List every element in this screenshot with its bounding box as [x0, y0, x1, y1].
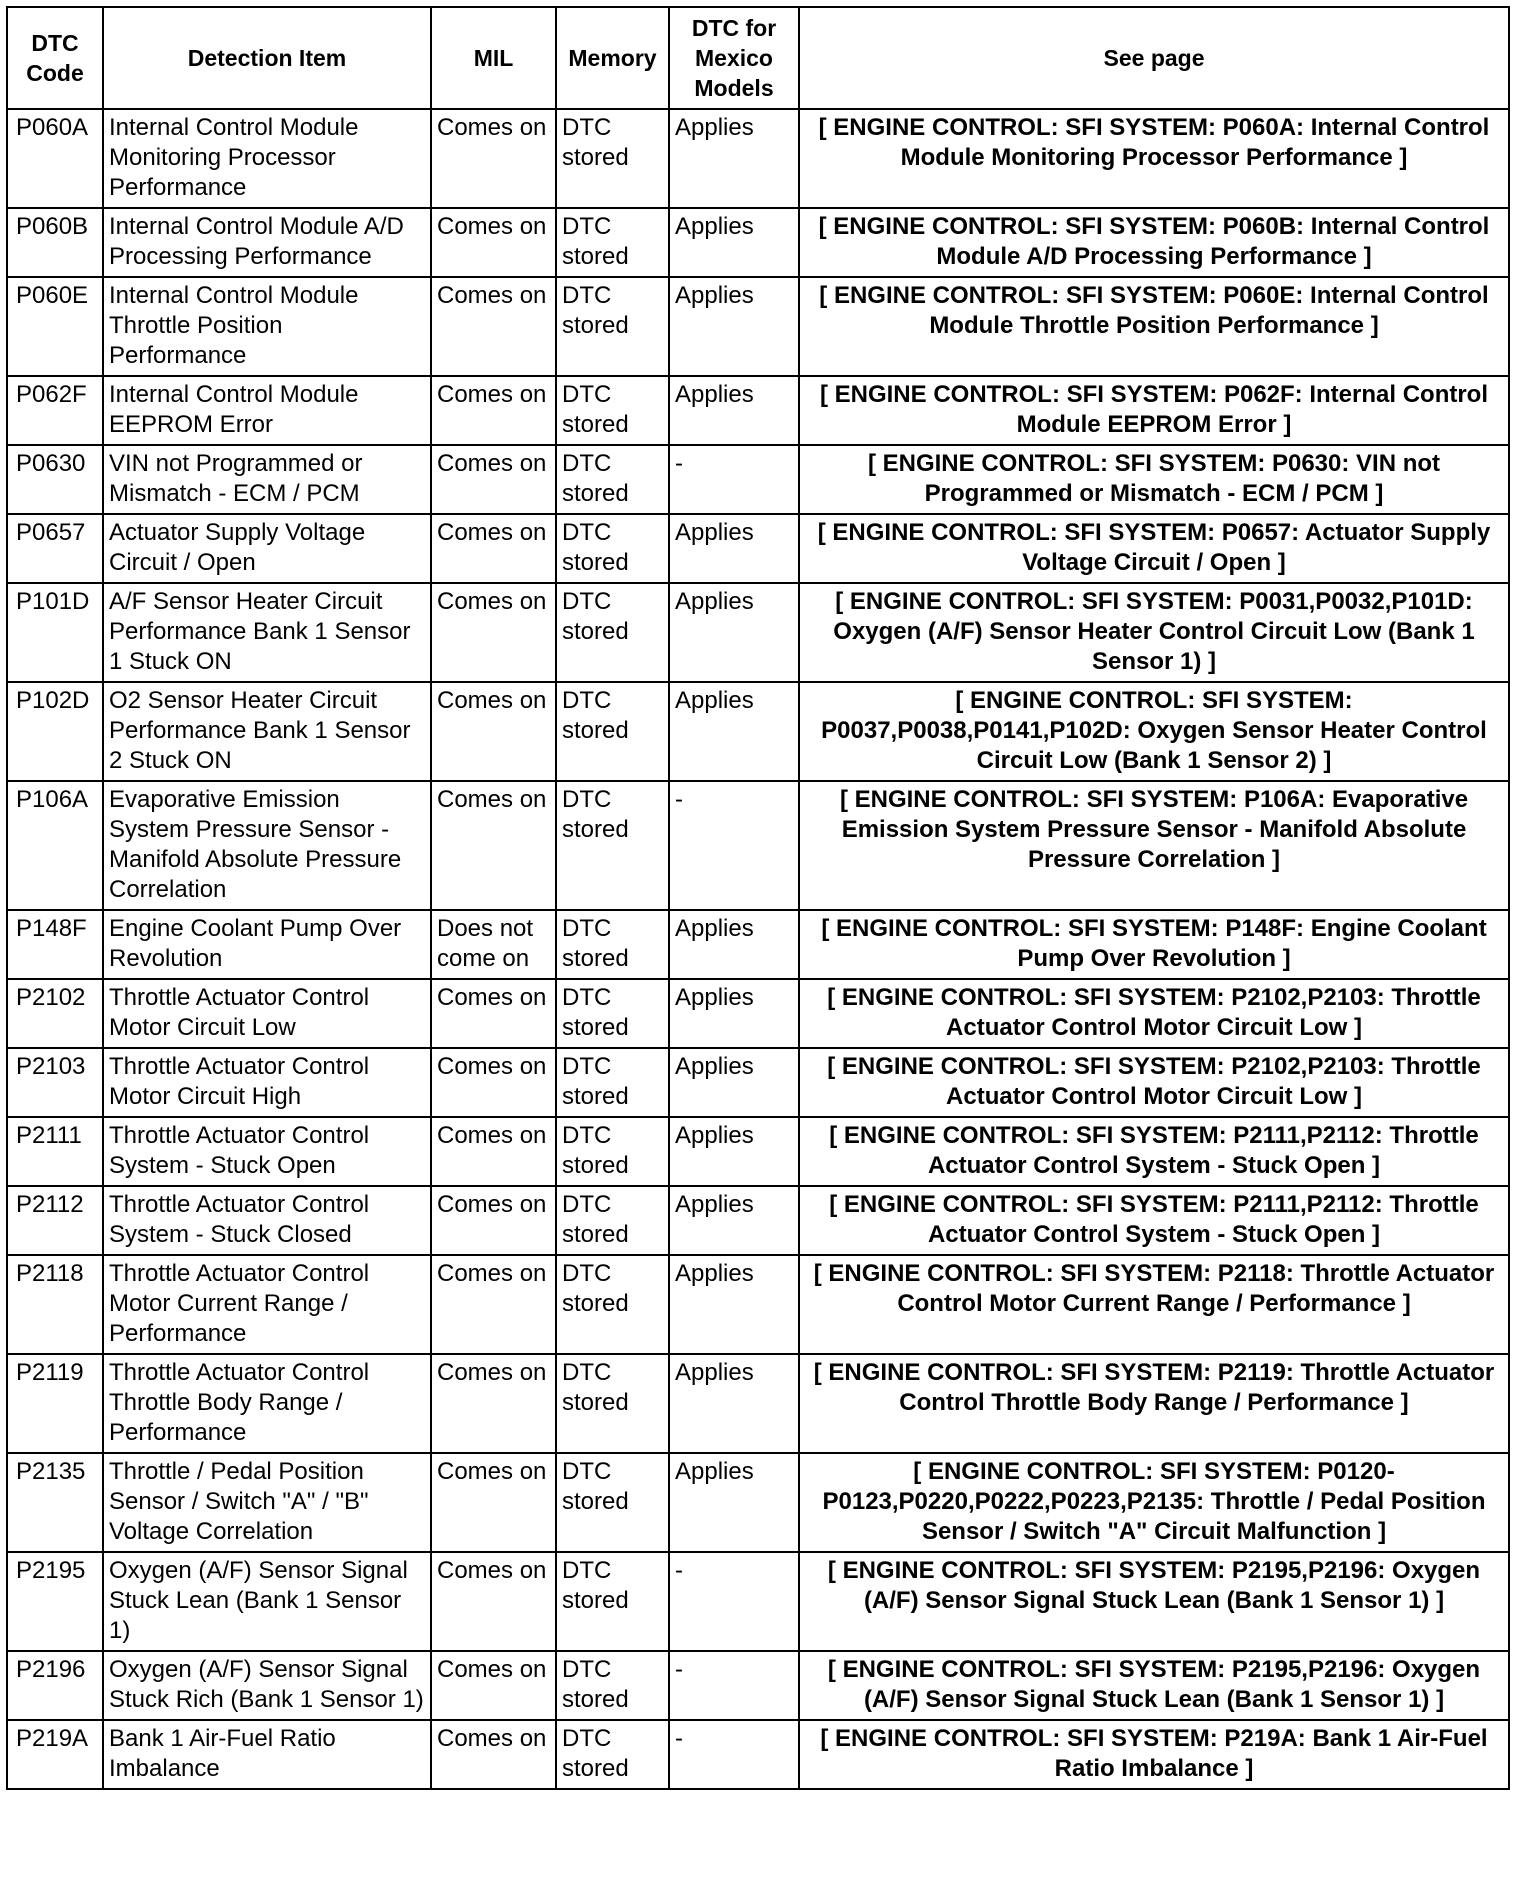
cell-mexico-models: -: [669, 1552, 799, 1651]
cell-dtc-code: P060A: [7, 109, 103, 208]
table-row: [7, 1048, 1509, 1117]
cell-mil: Comes on: [431, 1651, 556, 1720]
cell-mexico-models: Applies: [669, 1255, 799, 1354]
cell-dtc-code: P148F: [7, 910, 103, 979]
cell-see-page-link[interactable]: [ ENGINE CONTROL: SFI SYSTEM: P219A: Bank 1 Air-Fuel Ratio Imbalance ]: [799, 1720, 1509, 1789]
table-row: [7, 514, 1509, 583]
cell-see-page-link[interactable]: [ ENGINE CONTROL: SFI SYSTEM: P062F: Internal Control Module EEPROM Error ]: [799, 376, 1509, 445]
cell-see-page-link[interactable]: [ ENGINE CONTROL: SFI SYSTEM: P2102,P2103: Throttle Actuator Control Motor Circuit Low ]: [799, 1048, 1509, 1117]
cell-mil: Comes on: [431, 1720, 556, 1789]
cell-detection-item: Throttle Actuator Control System - Stuck Open: [103, 1117, 431, 1186]
cell-dtc-code: P0630: [7, 445, 103, 514]
cell-see-page-link[interactable]: [ ENGINE CONTROL: SFI SYSTEM: P0657: Actuator Supply Voltage Circuit / Open ]: [799, 514, 1509, 583]
cell-detection-item: A/F Sensor Heater Circuit Performance Bank 1 Sensor 1 Stuck ON: [103, 583, 431, 682]
cell-dtc-code: P2112: [7, 1186, 103, 1255]
table-row: [7, 979, 1509, 1048]
cell-see-page-link[interactable]: [ ENGINE CONTROL: SFI SYSTEM: P0031,P0032,P101D: Oxygen (A/F) Sensor Heater Control Circuit Low (Bank 1 Sensor 1) ]: [799, 583, 1509, 682]
cell-mil: Comes on: [431, 682, 556, 781]
cell-detection-item: Throttle Actuator Control Motor Circuit Low: [103, 979, 431, 1048]
table-row: [7, 445, 1509, 514]
cell-memory: DTC stored: [556, 514, 669, 583]
cell-see-page-link[interactable]: [ ENGINE CONTROL: SFI SYSTEM: P0630: VIN not Programmed or Mismatch - ECM / PCM ]: [799, 445, 1509, 514]
cell-memory: DTC stored: [556, 376, 669, 445]
table-row: [7, 1117, 1509, 1186]
table-header: [7, 7, 1509, 109]
cell-mexico-models: -: [669, 445, 799, 514]
cell-memory: DTC stored: [556, 781, 669, 910]
cell-dtc-code: P2119: [7, 1354, 103, 1453]
cell-dtc-code: P0657: [7, 514, 103, 583]
cell-detection-item: Engine Coolant Pump Over Revolution: [103, 910, 431, 979]
cell-mexico-models: Applies: [669, 1117, 799, 1186]
cell-memory: DTC stored: [556, 583, 669, 682]
cell-detection-item: Throttle Actuator Control Throttle Body Range / Performance: [103, 1354, 431, 1453]
table-row: [7, 1186, 1509, 1255]
cell-mexico-models: Applies: [669, 1453, 799, 1552]
cell-detection-item: Throttle Actuator Control Motor Current Range / Performance: [103, 1255, 431, 1354]
table-body: [7, 109, 1509, 1789]
cell-dtc-code: P2195: [7, 1552, 103, 1651]
cell-memory: DTC stored: [556, 682, 669, 781]
table-row: [7, 1552, 1509, 1651]
table-row: [7, 109, 1509, 208]
cell-dtc-code: P101D: [7, 583, 103, 682]
cell-dtc-code: P106A: [7, 781, 103, 910]
cell-mil: Comes on: [431, 514, 556, 583]
table-row: [7, 376, 1509, 445]
cell-mexico-models: Applies: [669, 1186, 799, 1255]
cell-detection-item: Internal Control Module EEPROM Error: [103, 376, 431, 445]
cell-dtc-code: P2196: [7, 1651, 103, 1720]
table-row: [7, 910, 1509, 979]
cell-memory: DTC stored: [556, 1255, 669, 1354]
table-row: [7, 1720, 1509, 1789]
cell-see-page-link[interactable]: [ ENGINE CONTROL: SFI SYSTEM: P148F: Engine Coolant Pump Over Revolution ]: [799, 910, 1509, 979]
header-mil: MIL: [431, 7, 556, 109]
cell-mexico-models: Applies: [669, 514, 799, 583]
cell-dtc-code: P2111: [7, 1117, 103, 1186]
cell-memory: DTC stored: [556, 1186, 669, 1255]
cell-detection-item: Evaporative Emission System Pressure Sensor - Manifold Absolute Pressure Correlation: [103, 781, 431, 910]
cell-mil: Comes on: [431, 1048, 556, 1117]
cell-mil: Comes on: [431, 1186, 556, 1255]
cell-detection-item: Actuator Supply Voltage Circuit / Open: [103, 514, 431, 583]
cell-detection-item: Oxygen (A/F) Sensor Signal Stuck Lean (Bank 1 Sensor 1): [103, 1552, 431, 1651]
table-row: [7, 1651, 1509, 1720]
cell-see-page-link[interactable]: [ ENGINE CONTROL: SFI SYSTEM: P060A: Internal Control Module Monitoring Processor Performance ]: [799, 109, 1509, 208]
cell-detection-item: Internal Control Module Throttle Position Performance: [103, 277, 431, 376]
cell-mexico-models: -: [669, 781, 799, 910]
cell-mil: Comes on: [431, 445, 556, 514]
table-row: [7, 1354, 1509, 1453]
cell-detection-item: Throttle Actuator Control Motor Circuit High: [103, 1048, 431, 1117]
cell-mil: Comes on: [431, 376, 556, 445]
cell-mil: Comes on: [431, 979, 556, 1048]
cell-memory: DTC stored: [556, 1552, 669, 1651]
cell-mexico-models: Applies: [669, 208, 799, 277]
cell-mexico-models: Applies: [669, 979, 799, 1048]
header-detection-item: Detection Item: [103, 7, 431, 109]
cell-see-page-link[interactable]: [ ENGINE CONTROL: SFI SYSTEM: P2118: Throttle Actuator Control Motor Current Range / Performance ]: [799, 1255, 1509, 1354]
header-row: [7, 7, 1509, 109]
cell-mil: Comes on: [431, 1117, 556, 1186]
table-row: [7, 682, 1509, 781]
cell-see-page-link[interactable]: [ ENGINE CONTROL: SFI SYSTEM: P2195,P2196: Oxygen (A/F) Sensor Signal Stuck Lean (Bank 1 Sensor 1) ]: [799, 1552, 1509, 1651]
cell-memory: DTC stored: [556, 277, 669, 376]
cell-mil: Comes on: [431, 1453, 556, 1552]
cell-memory: DTC stored: [556, 1720, 669, 1789]
cell-detection-item: Throttle / Pedal Position Sensor / Switch "A" / "B" Voltage Correlation: [103, 1453, 431, 1552]
cell-dtc-code: P062F: [7, 376, 103, 445]
cell-memory: DTC stored: [556, 1453, 669, 1552]
header-memory: Memory: [556, 7, 669, 109]
header-mexico-models: DTC for Mexico Models: [669, 7, 799, 109]
cell-see-page-link[interactable]: [ ENGINE CONTROL: SFI SYSTEM: P2195,P2196: Oxygen (A/F) Sensor Signal Stuck Lean (Bank 1 Sensor 1) ]: [799, 1651, 1509, 1720]
cell-mexico-models: Applies: [669, 910, 799, 979]
cell-detection-item: O2 Sensor Heater Circuit Performance Bank 1 Sensor 2 Stuck ON: [103, 682, 431, 781]
dtc-table: [6, 6, 1510, 1790]
cell-mexico-models: -: [669, 1720, 799, 1789]
cell-dtc-code: P2102: [7, 979, 103, 1048]
cell-dtc-code: P060E: [7, 277, 103, 376]
cell-mexico-models: -: [669, 1651, 799, 1720]
table-row: [7, 583, 1509, 682]
cell-see-page-link[interactable]: [ ENGINE CONTROL: SFI SYSTEM: P2111,P2112: Throttle Actuator Control System - Stuck Open ]: [799, 1117, 1509, 1186]
cell-detection-item: Throttle Actuator Control System - Stuck Closed: [103, 1186, 431, 1255]
cell-dtc-code: P219A: [7, 1720, 103, 1789]
cell-detection-item: VIN not Programmed or Mismatch - ECM / PCM: [103, 445, 431, 514]
cell-memory: DTC stored: [556, 445, 669, 514]
header-dtc-code: DTC Code: [7, 7, 103, 109]
cell-detection-item: Internal Control Module A/D Processing Performance: [103, 208, 431, 277]
cell-memory: DTC stored: [556, 1354, 669, 1453]
cell-mexico-models: Applies: [669, 1354, 799, 1453]
cell-mexico-models: Applies: [669, 1048, 799, 1117]
cell-memory: DTC stored: [556, 979, 669, 1048]
cell-see-page-link[interactable]: [ ENGINE CONTROL: SFI SYSTEM: P0037,P0038,P0141,P102D: Oxygen Sensor Heater Control Circuit Low (Bank 1 Sensor 2) ]: [799, 682, 1509, 781]
cell-mexico-models: Applies: [669, 277, 799, 376]
cell-see-page-link[interactable]: [ ENGINE CONTROL: SFI SYSTEM: P0120-P0123,P0220,P0222,P0223,P2135: Throttle / Pedal Position Sensor / Switch "A" Circuit Malfunction ]: [799, 1453, 1509, 1552]
cell-dtc-code: P102D: [7, 682, 103, 781]
cell-mil: Does not come on: [431, 910, 556, 979]
cell-see-page-link[interactable]: [ ENGINE CONTROL: SFI SYSTEM: P2119: Throttle Actuator Control Throttle Body Range / Performance ]: [799, 1354, 1509, 1453]
header-see-page: See page: [799, 7, 1509, 109]
cell-detection-item: Internal Control Module Monitoring Processor Performance: [103, 109, 431, 208]
cell-memory: DTC stored: [556, 208, 669, 277]
cell-mil: Comes on: [431, 583, 556, 682]
cell-dtc-code: P2103: [7, 1048, 103, 1117]
table-row: [7, 1255, 1509, 1354]
cell-memory: DTC stored: [556, 1048, 669, 1117]
cell-memory: DTC stored: [556, 109, 669, 208]
cell-memory: DTC stored: [556, 1651, 669, 1720]
table-row: [7, 1453, 1509, 1552]
cell-mil: Comes on: [431, 109, 556, 208]
cell-mil: Comes on: [431, 1552, 556, 1651]
table-row: [7, 208, 1509, 277]
cell-see-page-link[interactable]: [ ENGINE CONTROL: SFI SYSTEM: P2102,P2103: Throttle Actuator Control Motor Circuit Low ]: [799, 979, 1509, 1048]
cell-mexico-models: Applies: [669, 109, 799, 208]
table-row: [7, 277, 1509, 376]
cell-mil: Comes on: [431, 277, 556, 376]
cell-dtc-code: P2135: [7, 1453, 103, 1552]
cell-mil: Comes on: [431, 208, 556, 277]
cell-mexico-models: Applies: [669, 376, 799, 445]
cell-memory: DTC stored: [556, 1117, 669, 1186]
cell-mil: Comes on: [431, 1255, 556, 1354]
cell-dtc-code: P060B: [7, 208, 103, 277]
cell-see-page-link[interactable]: [ ENGINE CONTROL: SFI SYSTEM: P2111,P2112: Throttle Actuator Control System - Stuck Open ]: [799, 1186, 1509, 1255]
cell-see-page-link[interactable]: [ ENGINE CONTROL: SFI SYSTEM: P060B: Internal Control Module A/D Processing Performance ]: [799, 208, 1509, 277]
cell-detection-item: Oxygen (A/F) Sensor Signal Stuck Rich (Bank 1 Sensor 1): [103, 1651, 431, 1720]
cell-memory: DTC stored: [556, 910, 669, 979]
cell-detection-item: Bank 1 Air-Fuel Ratio Imbalance: [103, 1720, 431, 1789]
cell-mexico-models: Applies: [669, 682, 799, 781]
cell-see-page-link[interactable]: [ ENGINE CONTROL: SFI SYSTEM: P106A: Evaporative Emission System Pressure Sensor - Manifold Absolute Pressure Correlation ]: [799, 781, 1509, 910]
cell-see-page-link[interactable]: [ ENGINE CONTROL: SFI SYSTEM: P060E: Internal Control Module Throttle Position Performance ]: [799, 277, 1509, 376]
table-row: [7, 781, 1509, 910]
cell-mil: Comes on: [431, 781, 556, 910]
cell-mil: Comes on: [431, 1354, 556, 1453]
cell-mexico-models: Applies: [669, 583, 799, 682]
cell-dtc-code: P2118: [7, 1255, 103, 1354]
